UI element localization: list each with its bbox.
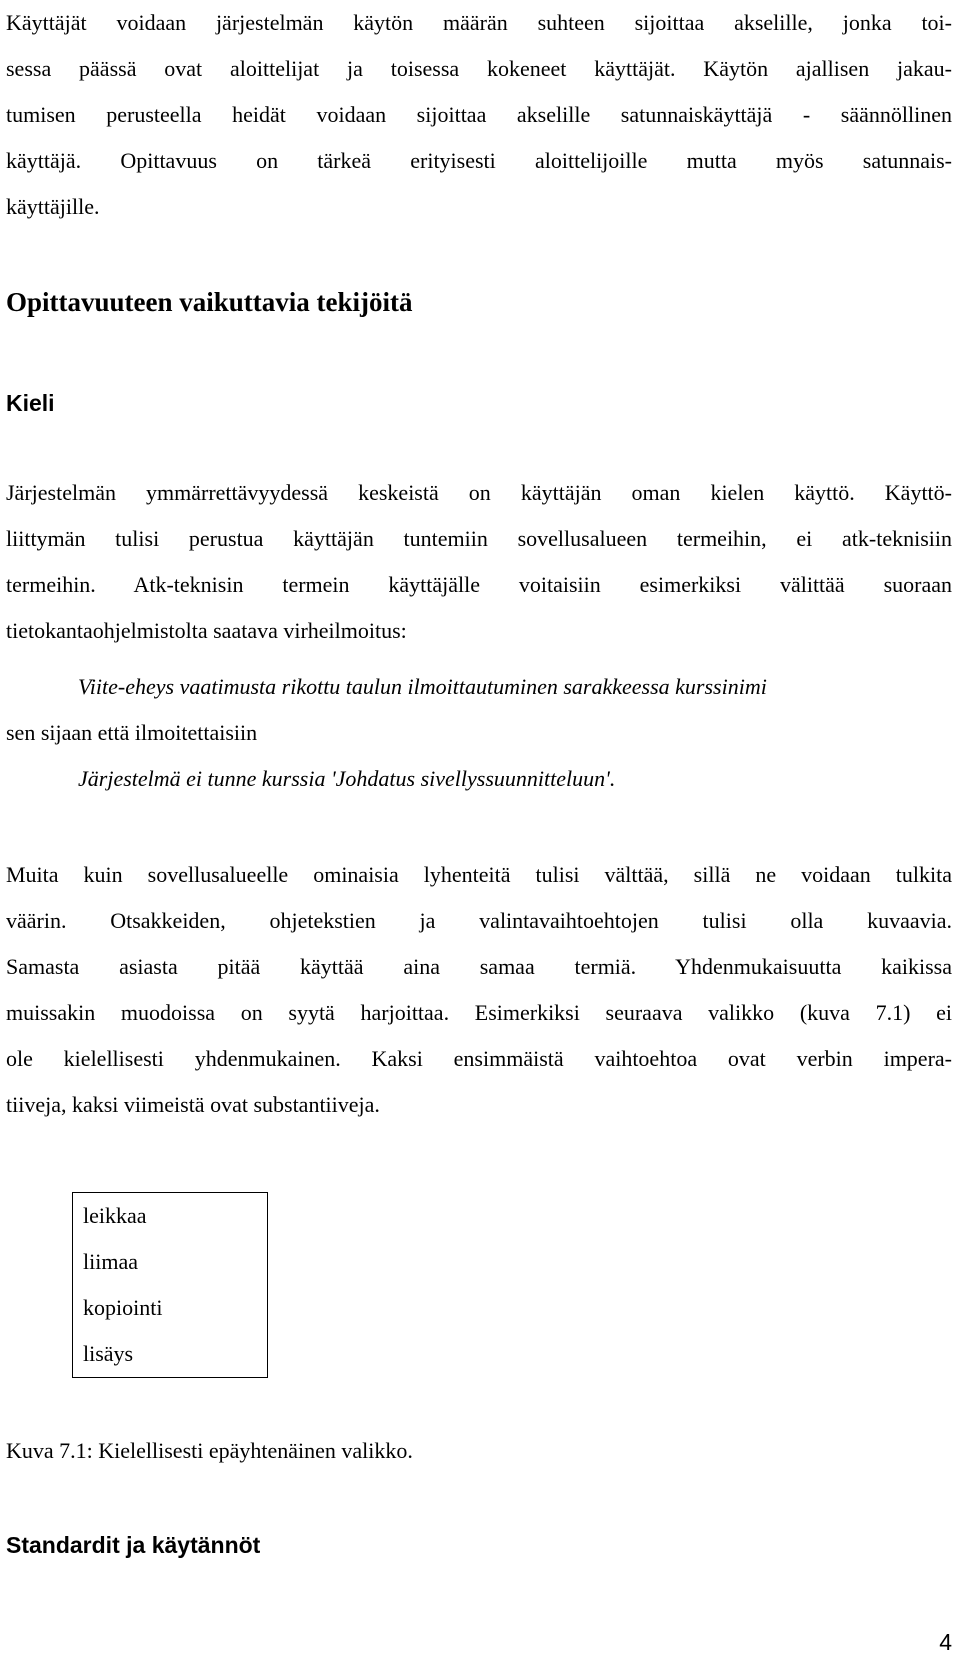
text-line: tumisen perusteella heidät voidaan sijoittaa akselille satunnaiskäyttäjä - säännöllinen	[6, 102, 952, 127]
figure-caption: Kuva 7.1: Kielellisesti epäyhtenäinen valikko.	[6, 1438, 413, 1463]
figure-menu-table	[72, 1192, 268, 1378]
menu-item: liimaa	[83, 1249, 138, 1274]
text-line: Samasta asiasta pitää käyttää aina samaa termiä. Yhdenmukaisuutta kaikissa	[6, 954, 952, 979]
menu-row	[73, 1193, 268, 1240]
menu-row	[73, 1239, 268, 1285]
subsection-heading-standards: Standardit ja käytännöt	[6, 1532, 261, 1558]
page-number: 4	[939, 1629, 952, 1655]
text-line: väärin. Otsakkeiden, ohjetekstien ja valintavaihtoehtojen tulisi olla kuvaavia.	[6, 908, 952, 933]
text-line: käyttäjille.	[6, 194, 100, 219]
menu-item: leikkaa	[83, 1203, 147, 1228]
menu-item: lisäys	[83, 1341, 134, 1366]
text-line: tietokantaohjelmistolta saatava virheilmoitus:	[6, 618, 407, 643]
example-connector-text: sen sijaan että ilmoitettaisiin	[6, 720, 258, 745]
text-line: muissakin muodoissa on syytä harjoittaa. Esimerkiksi seuraava valikko (kuva 7.1) ei	[6, 1000, 952, 1025]
menu-item: kopiointi	[83, 1295, 163, 1320]
section-heading: Opittavuuteen vaikuttavia tekijöitä	[6, 287, 413, 317]
menu-row	[73, 1331, 268, 1378]
example-user-message: Järjestelmä ei tunne kurssia 'Johdatus sivellyssuunnitteluun'.	[78, 766, 616, 791]
subsection-heading-language: Kieli	[6, 390, 55, 416]
text-line: Käyttäjät voidaan järjestelmän käytön määrän suhteen sijoittaa akselille, jonka toi-	[6, 10, 952, 35]
text-line: Muita kuin sovellusalueelle ominaisia lyhenteitä tulisi välttää, sillä ne voidaan tulkita	[6, 862, 952, 887]
menu-row	[73, 1285, 268, 1331]
text-line: sessa päässä ovat aloittelijat ja toisessa kokeneet käyttäjät. Käytön ajallisen jakau-	[6, 56, 952, 81]
abbreviation-paragraph	[6, 852, 952, 1128]
text-line: tiiveja, kaksi viimeistä ovat substantiiveja.	[6, 1092, 380, 1117]
language-paragraph	[6, 470, 952, 654]
text-line: Järjestelmän ymmärrettävyydessä keskeistä on käyttäjän oman kielen käyttö. Käyttö-	[6, 480, 952, 505]
intro-paragraph	[6, 0, 952, 230]
text-line: ole kielellisesti yhdenmukainen. Kaksi ensimmäistä vaihtoehtoa ovat verbin impera-	[6, 1046, 952, 1071]
text-line: termeihin. Atk-teknisin termein käyttäjälle voitaisiin esimerkiksi välittää suoraan	[6, 572, 952, 597]
text-line: liittymän tulisi perustua käyttäjän tuntemiin sovellusalueen termeihin, ei atk-teknisiin	[6, 526, 952, 551]
example-technical-message: Viite-eheys vaatimusta rikottu taulun ilmoittautuminen sarakkeessa kurssinimi	[78, 674, 767, 699]
text-line: käyttäjä. Opittavuus on tärkeä erityisesti aloittelijoille mutta myös satunnais-	[6, 148, 952, 173]
